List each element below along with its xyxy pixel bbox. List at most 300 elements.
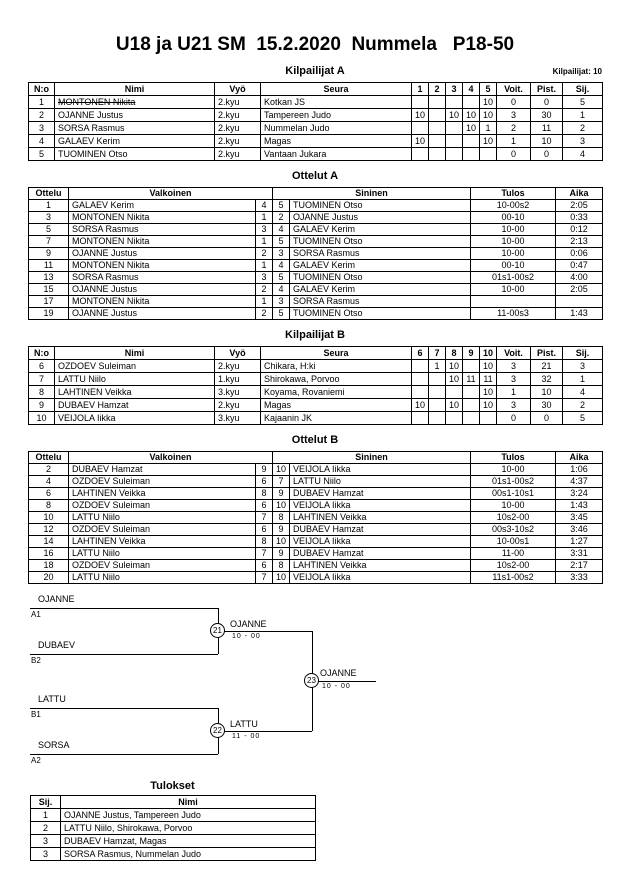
blue-number: 4 [273, 284, 290, 296]
matches-a-heading: Ottelut A [291, 170, 339, 182]
result-cell [429, 109, 446, 122]
match-number: 13 [29, 272, 69, 284]
competitor-club: Tampereen Judo [261, 109, 412, 122]
result-cell: 1 [429, 360, 446, 373]
matches-a-header [29, 188, 603, 200]
match-result: 00-10 [471, 212, 556, 224]
blue-number: 9 [273, 548, 290, 560]
match-time: 3:46 [556, 524, 603, 536]
column-header: Sij. [563, 83, 603, 96]
match-row [29, 248, 603, 260]
competitor-name: DUBAEV Hamzat [55, 399, 215, 412]
white-competitor: OZDOEV Suleiman [69, 476, 256, 488]
bracket-semi1-winner: OJANNE [230, 619, 267, 629]
wins-cell: 1 [497, 135, 531, 148]
competitor-row [29, 109, 603, 122]
points-cell: 30 [531, 399, 563, 412]
competitor-number: 3 [29, 122, 55, 135]
match-time: 1:43 [556, 500, 603, 512]
blue-number: 10 [273, 536, 290, 548]
competitor-number: 10 [29, 412, 55, 425]
match-23-circle: 23 [304, 673, 319, 688]
match-result: 01s1-00s2 [471, 272, 556, 284]
match-result: 10-00s2 [471, 200, 556, 212]
result-cell [463, 360, 480, 373]
white-number: 1 [256, 236, 273, 248]
column-header: Nimi [55, 83, 215, 96]
white-competitor: MONTONEN Nikita [69, 212, 256, 224]
match-result: 11-00 [471, 548, 556, 560]
place-cell: 2 [563, 122, 603, 135]
column-header: 3 [446, 83, 463, 96]
competitor-name: SORSA Rasmus [55, 122, 215, 135]
white-competitor: OZDOEV Suleiman [69, 500, 256, 512]
competitor-club: Magas [261, 135, 412, 148]
pool-b-header-row [0, 328, 630, 343]
result-cell [463, 386, 480, 399]
match-row [29, 572, 603, 584]
blue-competitor: TUOMINEN Otso [290, 308, 471, 320]
blue-competitor: VEIJOLA Iikka [290, 500, 471, 512]
result-cell: 10 [412, 135, 429, 148]
match-time: 4:00 [556, 272, 603, 284]
competitor-belt: 2.kyu [215, 148, 261, 161]
competitor-club: Magas [261, 399, 412, 412]
result-row [31, 835, 316, 848]
column-header: Sininen [273, 452, 471, 464]
wins-cell: 3 [497, 373, 531, 386]
column-header: Sij. [31, 796, 61, 809]
place-cell: 5 [563, 412, 603, 425]
result-cell [446, 96, 463, 109]
match-number: 2 [29, 464, 69, 476]
match-row [29, 500, 603, 512]
result-cell: 10 [480, 96, 497, 109]
match-row [29, 464, 603, 476]
white-number: 1 [256, 260, 273, 272]
result-cell: 10 [463, 122, 480, 135]
pool-a-table [28, 82, 603, 161]
wins-cell: 3 [497, 109, 531, 122]
bracket-final-score: 10 - 00 [322, 683, 351, 690]
wins-cell: 0 [497, 148, 531, 161]
blue-competitor: SORSA Rasmus [290, 296, 471, 308]
pool-a-heading: Kilpailijat A [285, 65, 345, 77]
column-header: 6 [412, 347, 429, 360]
result-cell: 11 [480, 373, 497, 386]
column-header: Aika [556, 452, 603, 464]
place-cell: 5 [563, 96, 603, 109]
column-header: 2 [429, 83, 446, 96]
blue-number: 9 [273, 524, 290, 536]
match-time: 1:43 [556, 308, 603, 320]
white-number: 9 [256, 464, 273, 476]
competitor-row [29, 148, 603, 161]
white-number: 2 [256, 248, 273, 260]
results-table [30, 795, 316, 861]
place-cell: 1 [563, 109, 603, 122]
white-competitor: DUBAEV Hamzat [69, 464, 256, 476]
match-number: 7 [29, 236, 69, 248]
match-row [29, 200, 603, 212]
bracket-line [30, 708, 218, 709]
matches-b-header [29, 452, 603, 464]
bracket-semi2-top-seed: B1 [31, 710, 41, 719]
blue-number: 4 [273, 260, 290, 272]
blue-competitor: OJANNE Justus [290, 212, 471, 224]
place-cell: 1 [563, 373, 603, 386]
blue-number: 5 [273, 272, 290, 284]
result-cell [412, 360, 429, 373]
column-header: 7 [429, 347, 446, 360]
column-header: Seura [261, 83, 412, 96]
blue-competitor: VEIJOLA Iikka [290, 536, 471, 548]
match-time: 1:06 [556, 464, 603, 476]
white-number: 3 [256, 224, 273, 236]
bracket-semi2-top-name: LATTU [38, 694, 66, 704]
blue-competitor: DUBAEV Hamzat [290, 524, 471, 536]
blue-competitor: VEIJOLA Iikka [290, 572, 471, 584]
matches-a-table [28, 187, 603, 320]
white-number: 3 [256, 272, 273, 284]
column-header: Seura [261, 347, 412, 360]
match-result: 10-00 [471, 500, 556, 512]
white-number: 6 [256, 560, 273, 572]
pool-a-header [29, 83, 603, 96]
column-header: 1 [412, 83, 429, 96]
blue-number: 10 [273, 464, 290, 476]
points-cell: 10 [531, 135, 563, 148]
competitor-name: TUOMINEN Otso [55, 148, 215, 161]
results-heading: Tulokset [150, 780, 195, 792]
matches-a-header-row [0, 169, 630, 184]
competitor-club: Vantaan Jukara [261, 148, 412, 161]
competitor-number: 5 [29, 148, 55, 161]
blue-number: 2 [273, 212, 290, 224]
match-time: 2:05 [556, 284, 603, 296]
match-time [556, 296, 603, 308]
blue-number: 5 [273, 308, 290, 320]
blue-number: 3 [273, 296, 290, 308]
match-result: 10s2-00 [471, 512, 556, 524]
result-name: SORSA Rasmus, Nummelan Judo [61, 848, 316, 861]
bracket-semi2-bottom-seed: A2 [31, 756, 41, 765]
competitor-belt: 3.kyu [215, 386, 261, 399]
blue-number: 8 [273, 512, 290, 524]
blue-competitor: SORSA Rasmus [290, 248, 471, 260]
points-cell: 30 [531, 109, 563, 122]
points-cell: 0 [531, 96, 563, 109]
result-cell [446, 122, 463, 135]
competitor-name: LATTU Niilo [55, 373, 215, 386]
place-cell: 4 [563, 148, 603, 161]
match-row [29, 284, 603, 296]
result-cell [429, 373, 446, 386]
competitor-belt: 2.kyu [215, 109, 261, 122]
pool-b-table [28, 346, 603, 425]
column-header: Tulos [471, 452, 556, 464]
place-cell: 4 [563, 386, 603, 399]
blue-competitor: DUBAEV Hamzat [290, 488, 471, 500]
competitor-belt: 2.kyu [215, 135, 261, 148]
match-time: 0:12 [556, 224, 603, 236]
competitor-number: 6 [29, 360, 55, 373]
result-cell [446, 412, 463, 425]
bracket-semi1-score: 10 - 00 [232, 633, 261, 640]
match-time: 3:31 [556, 548, 603, 560]
result-name: LATTU Niilo, Shirokawa, Porvoo [61, 822, 316, 835]
white-number: 8 [256, 536, 273, 548]
match-21-circle: 21 [210, 623, 225, 638]
competitor-row [29, 399, 603, 412]
white-competitor: LATTU Niilo [69, 572, 256, 584]
match-row [29, 536, 603, 548]
competitor-name: OZDOEV Suleiman [55, 360, 215, 373]
bracket-semi1-bottom-name: DUBAEV [38, 640, 76, 650]
competitor-number: 8 [29, 386, 55, 399]
points-cell: 0 [531, 148, 563, 161]
pool-a-header-row [0, 64, 630, 79]
competitor-club: Chikara, H:ki [261, 360, 412, 373]
competitor-row [29, 412, 603, 425]
result-cell [446, 135, 463, 148]
column-header: Ottelu [29, 188, 69, 200]
result-name: OJANNE Justus, Tampereen Judo [61, 809, 316, 822]
match-row [29, 224, 603, 236]
match-row [29, 212, 603, 224]
competitor-count-label: Kilpailijat: 10 [552, 67, 602, 76]
result-cell: 10 [480, 399, 497, 412]
column-header: Valkoinen [69, 188, 273, 200]
match-number: 11 [29, 260, 69, 272]
column-header: Aika [556, 188, 603, 200]
blue-competitor: LAHTINEN Veikka [290, 512, 471, 524]
match-result: 10-00 [471, 284, 556, 296]
competitor-name: LAHTINEN Veikka [55, 386, 215, 399]
blue-number: 7 [273, 476, 290, 488]
match-row [29, 296, 603, 308]
result-cell: 11 [463, 373, 480, 386]
result-cell: 10 [446, 373, 463, 386]
points-cell: 32 [531, 373, 563, 386]
match-result: 10-00 [471, 236, 556, 248]
match-number: 5 [29, 224, 69, 236]
match-row [29, 260, 603, 272]
match-time: 2:17 [556, 560, 603, 572]
white-number: 7 [256, 572, 273, 584]
competitor-number: 2 [29, 109, 55, 122]
result-row [31, 848, 316, 861]
result-cell: 10 [412, 109, 429, 122]
white-number: 4 [256, 200, 273, 212]
result-cell [463, 135, 480, 148]
blue-number: 5 [273, 236, 290, 248]
match-result: 10-00 [471, 464, 556, 476]
white-number: 8 [256, 488, 273, 500]
match-time: 1:27 [556, 536, 603, 548]
match-number: 1 [29, 200, 69, 212]
match-number: 12 [29, 524, 69, 536]
match-result: 00s1-10s1 [471, 488, 556, 500]
competitor-row [29, 135, 603, 148]
result-cell [412, 386, 429, 399]
wins-cell: 2 [497, 122, 531, 135]
match-time: 0:06 [556, 248, 603, 260]
match-number: 3 [29, 212, 69, 224]
result-cell [412, 96, 429, 109]
match-number: 17 [29, 296, 69, 308]
white-competitor: MONTONEN Nikita [69, 296, 256, 308]
white-number: 7 [256, 512, 273, 524]
result-cell [429, 412, 446, 425]
result-place: 1 [31, 809, 61, 822]
competitor-belt: 2.kyu [215, 399, 261, 412]
result-cell: 10 [480, 109, 497, 122]
points-cell: 0 [531, 412, 563, 425]
place-cell: 3 [563, 360, 603, 373]
column-header: 9 [463, 347, 480, 360]
pool-b-header [29, 347, 603, 360]
result-cell: 10 [480, 360, 497, 373]
match-time: 3:33 [556, 572, 603, 584]
result-cell [429, 135, 446, 148]
white-competitor: MONTONEN Nikita [69, 260, 256, 272]
match-result: 10-00 [471, 248, 556, 260]
bracket-semi1-top-name: OJANNE [38, 594, 75, 604]
match-number: 9 [29, 248, 69, 260]
competitor-belt: 1.kyu [215, 373, 261, 386]
bracket-semi1-bottom-seed: B2 [31, 656, 41, 665]
match-number: 8 [29, 500, 69, 512]
white-number: 1 [256, 296, 273, 308]
white-competitor: GALAEV Kerim [69, 200, 256, 212]
column-header: Ottelu [29, 452, 69, 464]
column-header: Vyö [215, 83, 261, 96]
place-cell: 2 [563, 399, 603, 412]
blue-competitor: LATTU Niilo [290, 476, 471, 488]
column-header: 5 [480, 83, 497, 96]
result-row [31, 809, 316, 822]
competitor-row [29, 386, 603, 399]
competitor-number: 1 [29, 96, 55, 109]
column-header: Pist. [531, 83, 563, 96]
competitor-club: Koyama, Rovaniemi [261, 386, 412, 399]
match-result: 10s2-00 [471, 560, 556, 572]
match-time: 0:33 [556, 212, 603, 224]
points-cell: 11 [531, 122, 563, 135]
white-competitor: LATTU Niilo [69, 512, 256, 524]
bracket-semi2-bottom-name: SORSA [38, 740, 70, 750]
match-result: 10-00s1 [471, 536, 556, 548]
competitor-number: 4 [29, 135, 55, 148]
page-title: U18 ja U21 SM 15.2.2020 Nummela P18-50 [115, 34, 515, 55]
bracket-line [30, 754, 218, 755]
match-number: 16 [29, 548, 69, 560]
bracket-semi2-score: 11 - 00 [232, 733, 261, 740]
result-cell [463, 148, 480, 161]
pool-b-heading: Kilpailijat B [285, 329, 345, 341]
result-cell [463, 412, 480, 425]
white-competitor: SORSA Rasmus [69, 272, 256, 284]
bracket-line [218, 731, 312, 732]
competitor-number: 9 [29, 399, 55, 412]
match-time: 2:05 [556, 200, 603, 212]
column-header: Sij. [563, 347, 603, 360]
match-time: 3:24 [556, 488, 603, 500]
match-row [29, 236, 603, 248]
result-cell [463, 399, 480, 412]
competitor-row [29, 96, 603, 109]
match-number: 15 [29, 284, 69, 296]
blue-number: 8 [273, 560, 290, 572]
result-cell [446, 386, 463, 399]
competitor-belt: 2.kyu [215, 96, 261, 109]
result-place: 3 [31, 848, 61, 861]
result-cell: 10 [480, 135, 497, 148]
competitor-number: 7 [29, 373, 55, 386]
competitor-belt: 2.kyu [215, 122, 261, 135]
bracket-semi1-top-seed: A1 [31, 610, 41, 619]
result-cell [463, 96, 480, 109]
wins-cell: 0 [497, 96, 531, 109]
result-cell [480, 148, 497, 161]
result-cell: 10 [446, 109, 463, 122]
result-cell [429, 399, 446, 412]
wins-cell: 3 [497, 360, 531, 373]
match-time: 3:45 [556, 512, 603, 524]
match-time: 4:37 [556, 476, 603, 488]
column-header: Tulos [471, 188, 556, 200]
matches-b-heading: Ottelut B [291, 434, 339, 446]
white-number: 6 [256, 476, 273, 488]
match-result: 00-10 [471, 260, 556, 272]
competitor-name: MONTONEN Nikita [55, 96, 215, 109]
match-result: 00s3-10s2 [471, 524, 556, 536]
column-header: N:o [29, 347, 55, 360]
result-cell [412, 148, 429, 161]
result-place: 2 [31, 822, 61, 835]
blue-competitor: GALAEV Kerim [290, 260, 471, 272]
competitor-club: Nummelan Judo [261, 122, 412, 135]
white-competitor: LAHTINEN Veikka [69, 488, 256, 500]
competitor-row [29, 122, 603, 135]
match-time: 2:13 [556, 236, 603, 248]
result-cell: 10 [446, 360, 463, 373]
white-competitor: LAHTINEN Veikka [69, 536, 256, 548]
match-row [29, 524, 603, 536]
competitor-belt: 3.kyu [215, 412, 261, 425]
column-header: Nimi [61, 796, 316, 809]
blue-competitor: GALAEV Kerim [290, 224, 471, 236]
bracket-final-winner: OJANNE [320, 668, 357, 678]
match-22-circle: 22 [210, 723, 225, 738]
blue-competitor: TUOMINEN Otso [290, 200, 471, 212]
results-header [31, 796, 316, 809]
result-cell [429, 148, 446, 161]
column-header: Valkoinen [69, 452, 273, 464]
result-cell: 10 [480, 386, 497, 399]
bracket-semi2-winner: LATTU [230, 719, 258, 729]
white-number: 6 [256, 500, 273, 512]
result-cell [412, 412, 429, 425]
competitor-club: Shirokawa, Porvoo [261, 373, 412, 386]
result-place: 3 [31, 835, 61, 848]
column-header: Sininen [273, 188, 471, 200]
column-header: Pist. [531, 347, 563, 360]
result-cell: 1 [480, 122, 497, 135]
competitor-name: OJANNE Justus [55, 109, 215, 122]
white-competitor: OZDOEV Suleiman [69, 560, 256, 572]
